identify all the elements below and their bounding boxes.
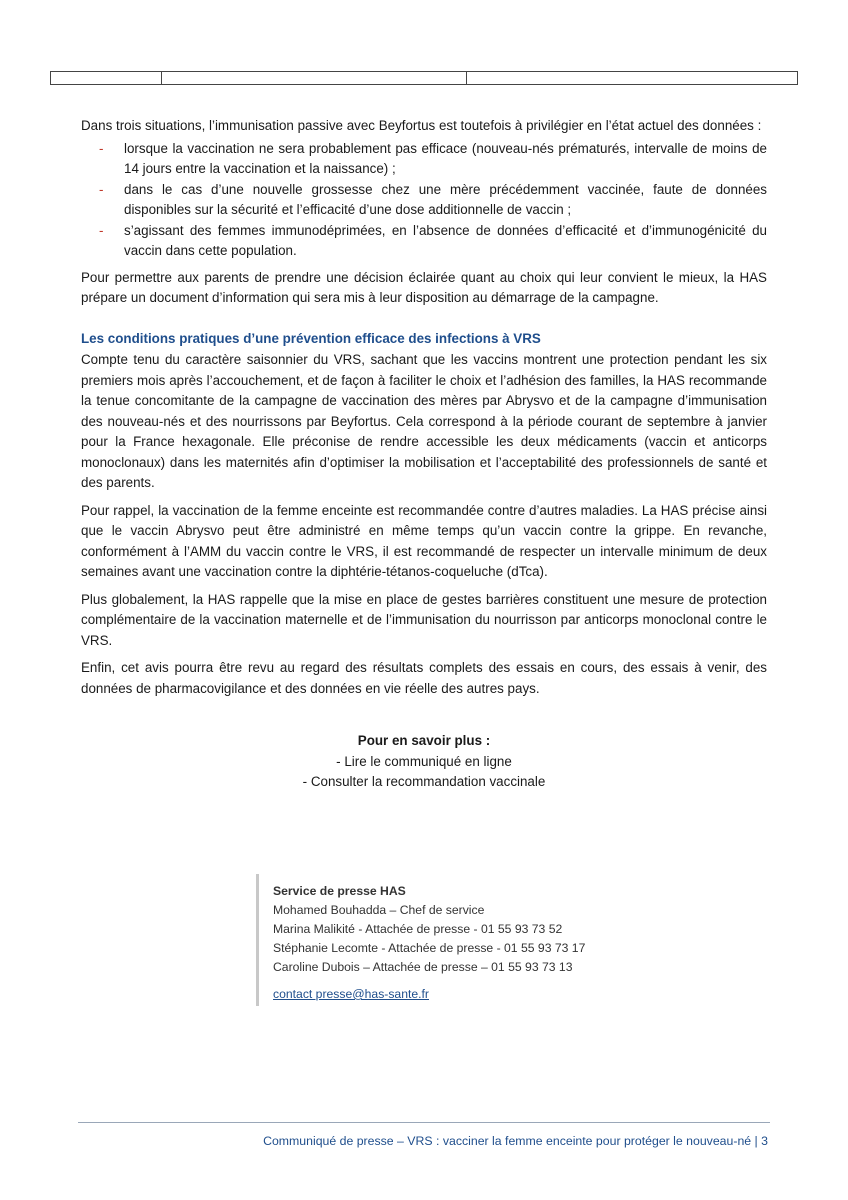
press-email-link[interactable]: contact presse@has-sante.fr [273, 987, 429, 1001]
dash-bullet: - [99, 222, 104, 238]
list-item [81, 221, 767, 262]
list-item-text: lorsque la vaccination ne sera probablement pas efficace (nouveau-nés prématurés, intervalle de moins de 14 jours entre la vaccination et la naissance) ; [124, 140, 767, 176]
press-title: Service de presse HAS [273, 884, 406, 898]
situations-list [81, 139, 767, 262]
list-item [81, 180, 767, 221]
paragraph-seasonality: Compte tenu du caractère saisonnier du VRS, sachant que les vaccins montrent une protection pendant les six premiers mois après l’accouchement, et de façon à faciliter le choix et l’adhésion des familles, la HAS recommande la tenue concomitante de la campagne de vaccination des mères par Abrysvo et de la campagne d’immunisation des nouveau-nés et des nourrissons par Beyfortus. Cela correspond à la période courant de septembre à janvier pour la France hexagonale. Elle préconise de rendre accessible les deux médicaments (vaccin et anticorps monoclonaux) dans les maternités afin d’optimiser la mobilisation et l’acceptabilité des professionnels de santé et des parents. [81, 352, 767, 490]
list-item [81, 139, 767, 180]
dash-bullet: - [99, 140, 104, 156]
press-contact: Caroline Dubois – Attachée de presse – 01 55 93 73 13 [273, 960, 573, 974]
press-contact-block [256, 874, 676, 1006]
main-content [81, 116, 767, 699]
press-contact: Marina Malikité - Attachée de presse - 01 55 93 73 52 [273, 922, 563, 936]
learn-more-block [0, 731, 848, 793]
table-cell [162, 72, 467, 84]
section-heading: Les conditions pratiques d’une prévention efficace des infections à VRS [81, 330, 541, 346]
paragraph-barrier-gestures: Plus globalement, la HAS rappelle que la mise en place de gestes barrières constituent une mesure de protection complémentaire de la vaccination maternelle et de l’immunisation du nourrisson par anticorps monoclonal contre le VRS. [81, 591, 767, 648]
list-item-text: s’agissant des femmes immunodéprimées, en l’absence de données d’efficacité et d’immunogénicité du vaccin dans cette population. [124, 222, 767, 258]
list-item-text: dans le cas d’une nouvelle grossesse chez une mère précédemment vaccinée, faute de données disponibles sur la sécurité et l’efficacité d’une dose additionnelle de vaccin ; [124, 181, 767, 217]
parents-paragraph: Pour permettre aux parents de prendre une décision éclairée quant au choix qui leur convient le mieux, la HAS prépare un document d’information qui sera mis à leur disposition au démarrage de la campagne. [81, 269, 767, 305]
table-cell [51, 72, 162, 84]
paragraph-review: Enfin, cet avis pourra être revu au regard des résultats complets des essais en cours, des essais à venir, des données de pharmacovigilance et des données en vie réelle des autres pays. [81, 660, 767, 696]
learn-more-title: Pour en savoir plus : [357, 733, 491, 748]
footer-divider [78, 1122, 770, 1123]
intro-paragraph: Dans trois situations, l’immunisation passive avec Beyfortus est toutefois à privilégier en l’état actuel des données : [81, 118, 762, 133]
press-contact: Mohamed Bouhadda – Chef de service [273, 903, 485, 917]
link-read-online[interactable]: - Lire le communiqué en ligne [336, 753, 512, 769]
paragraph-reminder: Pour rappel, la vaccination de la femme enceinte est recommandée contre d’autres maladies. La HAS précise ainsi que le vaccin Abrysvo peut être administré en même temps qu’un vaccin contre la grippe. En revanche, conformément à l’AMM du vaccin contre le VRS, il est recommandé de respecter un intervalle minimum de deux semaines avant une vaccination contre la diphtérie-tétanos-coqueluche (dTca). [81, 502, 767, 579]
page-footer: Communiqué de presse – VRS : vacciner la femme enceinte pour protéger le nouveau-né | 3 [263, 1134, 768, 1148]
dash-bullet: - [99, 181, 104, 197]
link-vaccine-recommendation[interactable]: - Consulter la recommandation vaccinale [302, 774, 546, 789]
press-contact: Stéphanie Lecomte - Attachée de presse - 01 55 93 73 17 [273, 941, 586, 955]
table-cell [467, 72, 797, 84]
table-fragment [50, 71, 798, 85]
